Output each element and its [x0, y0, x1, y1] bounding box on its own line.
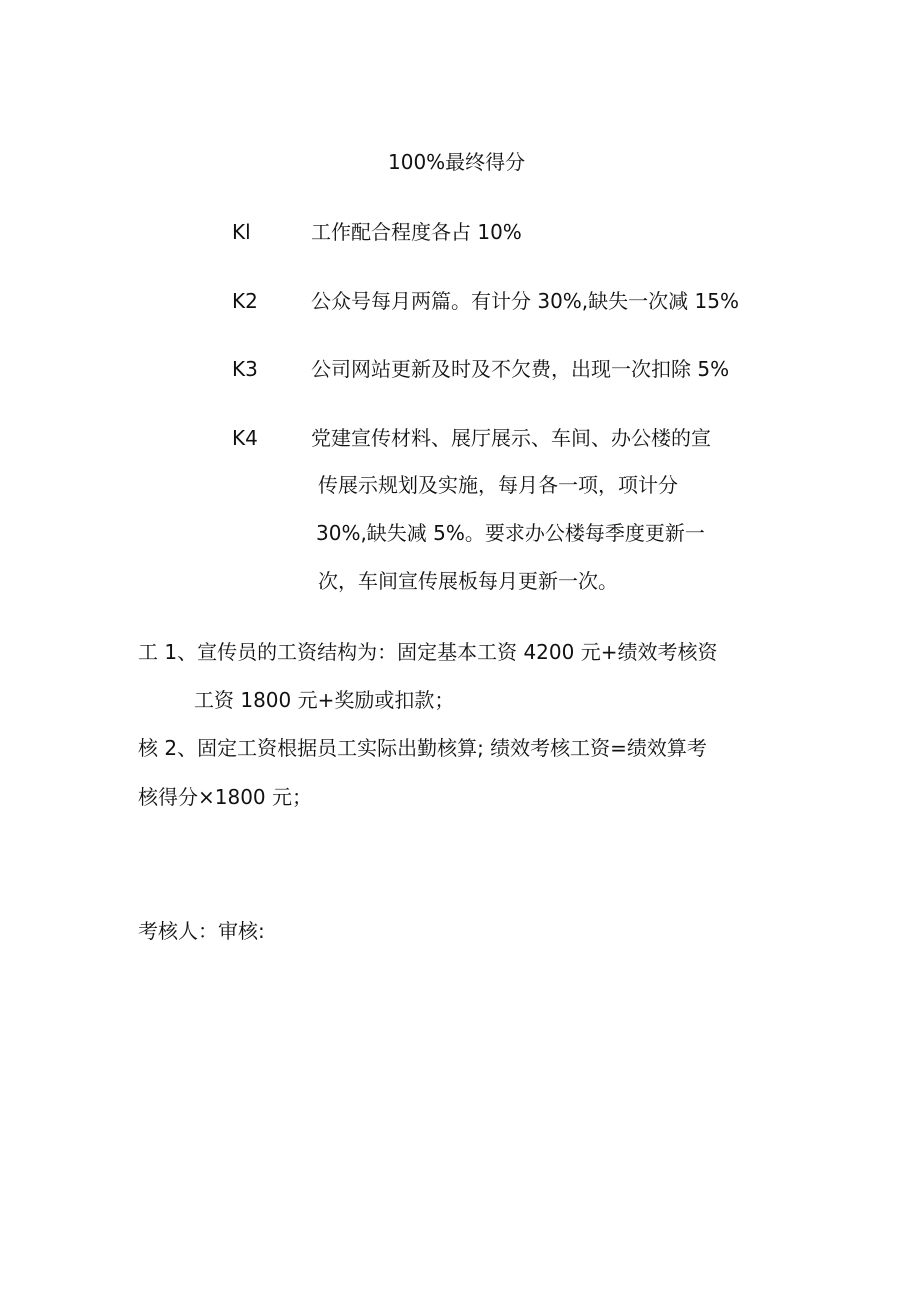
kpi-text-k4-line2: 传展示规划及实施，每月各一项，项计分	[318, 473, 678, 497]
salary-note-1-line1: 工 1、宣传员的工资结构为：固定基本工资 4200 元+绩效考核资	[138, 640, 718, 664]
kpi-text-k1: 工作配合程度各占 10%	[311, 220, 522, 244]
salary-note-2-line2: 核得分×1800 元；	[138, 785, 313, 809]
salary-note-1-line2: 工资 1800 元+奖励或扣款；	[194, 688, 455, 712]
kpi-text-k4-line3: 30%,缺失减 5%。要求办公楼每季度更新一	[316, 521, 705, 545]
signature-line: 考核人：审核:	[138, 919, 265, 943]
kpi-code-k3: K3	[232, 357, 258, 381]
kpi-text-k4-line1: 党建宣传材料、展厅展示、车间、办公楼的宣	[311, 426, 711, 450]
salary-note-2-line1: 核 2、固定工资根据员工实际出勤核算; 绩效考核工资=绩效算考	[138, 736, 707, 760]
kpi-text-k4-line4: 次，车间宣传展板每月更新一次。	[318, 569, 618, 593]
kpi-text-k2: 公众号每月两篇。有计分 30%,缺失一次减 15%	[311, 289, 739, 313]
page-title: 100%最终得分	[388, 150, 526, 174]
kpi-code-k4: K4	[232, 426, 258, 450]
kpi-text-k3: 公司网站更新及时及不欠费，出现一次扣除 5%	[311, 357, 730, 381]
kpi-code-k1: Kl	[232, 220, 251, 244]
kpi-code-k2: K2	[232, 289, 258, 313]
